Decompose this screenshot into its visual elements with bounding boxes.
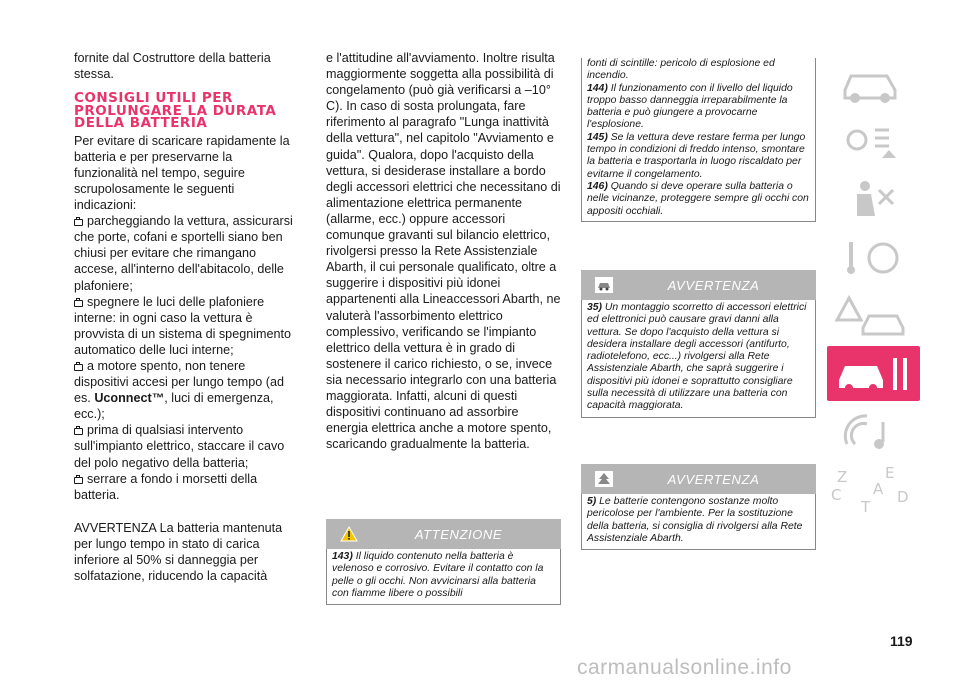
key-steering-icon <box>827 230 920 285</box>
tab-dashboard[interactable] <box>827 114 920 169</box>
intro-text: fornite dal Costruttore della batteria stessa. <box>74 51 271 82</box>
multimedia-icon <box>827 404 920 459</box>
dashboard-lights-icon <box>827 114 920 169</box>
tab-maintenance[interactable] <box>827 346 920 401</box>
attenzione-header <box>326 519 561 549</box>
bullet-icon <box>74 217 85 225</box>
watermark: carmanualsonline.info <box>577 656 792 679</box>
body-text: e l'attitudine all'avviamento. Inoltre risulta maggiormente soggetta alla possibilità di congelamento (può già verificarsi a –10° C). In caso di sosta prolungata, fare riferimento al paragrafo "Lunga inattività della vettura", nel capitolo "Avviamento e guida". Qualora, dopo l'acquisto della vettura, si desiderase installare a bordo degli accessori elettrici che necessitano di alimentazione elettrica permanente (allarme, ecc.) oppure accessori comunque gravanti sul bilancio elettrico, rivolgersi presso la Rete Assistenziale Abarth, il cui personale qualificato, oltre a suggerire i dispositivi più idonei appartenenti alla Lineaccessori Abarth, ne valuterà l'assorbimento elettrico complessivo, verificando se l'impianto elettrico della vettura è in grado di sostenere il carico richiesto, o se, invece sia necessario integrarlo con una batteria maggiorata. Infatti, alcuni di questi dispositivi continuano ad assorbire energia elettrica anche a motore spento, scaricando gradualmente la batteria. <box>326 51 561 452</box>
avvertenza-title: AVVERTENZA <box>667 278 760 293</box>
avvertenza-title: AVVERTENZA <box>667 472 760 487</box>
lead-text: Per evitare di scaricare rapidamente la batteria e per preservarne la funzionalità nel tempo, seguire scrupolosamente le seguenti indicazioni: <box>74 133 290 213</box>
index-letter: T <box>861 498 871 516</box>
tab-multimedia[interactable] <box>827 404 920 459</box>
index-letter: D <box>897 488 909 506</box>
attenzione-title: ATTENZIONE <box>414 527 503 542</box>
attenzione-box <box>326 519 561 605</box>
note-text: fonti di scintille: pericolo di esplosione ed incendio. <box>587 58 775 82</box>
bullet-item: parcheggiando la vettura, assicurarsi che porte, cofani e sportelli siano ben chiusi per evitare che rimangano accese, all'interno dell'abitacolo, delle plafoniere; <box>74 214 293 293</box>
bullet-icon <box>74 362 85 370</box>
section-title: CONSIGLI UTILI PER PROLUNGARE LA DURATA DELLA BATTERIA <box>74 90 277 132</box>
column-1 <box>74 50 296 584</box>
index-letters-icon <box>827 462 920 517</box>
bullet-icon <box>74 475 85 483</box>
note-number: 35) <box>587 302 603 313</box>
uconnect-label: Uconnect™ <box>94 391 165 406</box>
index-letter: E <box>885 464 895 482</box>
tab-car[interactable] <box>827 56 920 111</box>
bullet-item: serrare a fondo i morsetti della batteria. <box>74 471 258 502</box>
tab-index[interactable] <box>827 462 920 517</box>
index-letter: Z <box>837 468 848 486</box>
note-item: 144) Il funzionamento con il livello del liquido troppo basso danneggia irreparabilmente la batteria e può giungere a provocarne l'esplosione. <box>587 82 793 131</box>
avvertenza-header <box>581 270 816 300</box>
note-item: 146) Quando si deve operare sulla batteria o nelle vicinanze, proteggere sempre gli occhi con appositi occhiali. <box>587 180 809 217</box>
continued-notes-box <box>581 58 816 222</box>
tab-safety[interactable] <box>827 172 920 227</box>
note-text: Un montaggio scorretto di accessori elettrici ed elettronici può causare gravi danni alla vettura. Se dopo l'acquisto della vettura si desidera installare degli accessori (antifurto, radiotelefono, ecc...) rivolgersi alla Rete Assistenziale Abarth, che saprà suggerire i dispositivi più idonei e soprattutto consigliare sulla necessità di utilizzare una batteria con capacità maggiorata. <box>587 302 807 412</box>
note-item: 145) Se la vettura deve restare ferma per lungo tempo in condizioni di freddo intenso, smontare la batteria e trasportarla in luogo riscaldato per evitarne il congelamento. <box>587 131 806 180</box>
car-maintenance-icon <box>827 346 920 401</box>
note-text: Le batterie contengono sostanze molto pericolose per l'ambiente. Per la sostituzione della batteria, si consiglia di rivolgersi alla Rete Assistenziale Abarth. <box>587 496 803 544</box>
note-text: Il liquido contenuto nella batteria è velenoso e corrosivo. Evitare il contatto con la pelle o gli occhi. Non avvicinarsi alla batteria con fiamme libere o possibili <box>332 551 544 599</box>
tab-starting[interactable] <box>827 230 920 285</box>
chapter-sidebar <box>827 56 920 520</box>
page-number: 119 <box>890 633 913 649</box>
index-letter: C <box>831 486 842 504</box>
bullet-item: a motore spento, non tenere dispositivi accesi per lungo tempo (ad es. Uconnect™, luci di emergenza, ecc.); <box>74 359 285 422</box>
airbag-seat-icon <box>827 172 920 227</box>
avvertenza-text: AVVERTENZA La batteria mantenuta per lungo tempo in stato di carica inferiore al 50% si danneggia per solfatazione, riducendo la capacità <box>74 520 283 584</box>
avvertenza-body <box>581 300 816 418</box>
avvertenza-box-1 <box>581 270 816 418</box>
note-number: 143) <box>332 551 353 562</box>
car-icon <box>827 56 920 111</box>
avvertenza-header <box>581 464 816 494</box>
bullet-icon <box>74 426 85 434</box>
column-2 <box>326 50 561 452</box>
index-letter: A <box>873 480 884 498</box>
avvertenza-box-2 <box>581 464 816 550</box>
bullet-item: prima di qualsiasi intervento sull'impianto elettrico, staccare il cavo del polo negativo della batteria; <box>74 423 285 470</box>
attenzione-body <box>326 549 561 605</box>
bullet-item: spegnere le luci delle plafoniere interne: in ogni caso la vettura è provvista di un sistema di spegnimento automatico delle luci interne; <box>74 294 292 357</box>
note-number: 5) <box>587 496 597 507</box>
warning-car-icon <box>827 288 920 343</box>
avvertenza-body <box>581 494 816 550</box>
tab-emergency[interactable] <box>827 288 920 343</box>
bullet-icon <box>74 298 85 306</box>
